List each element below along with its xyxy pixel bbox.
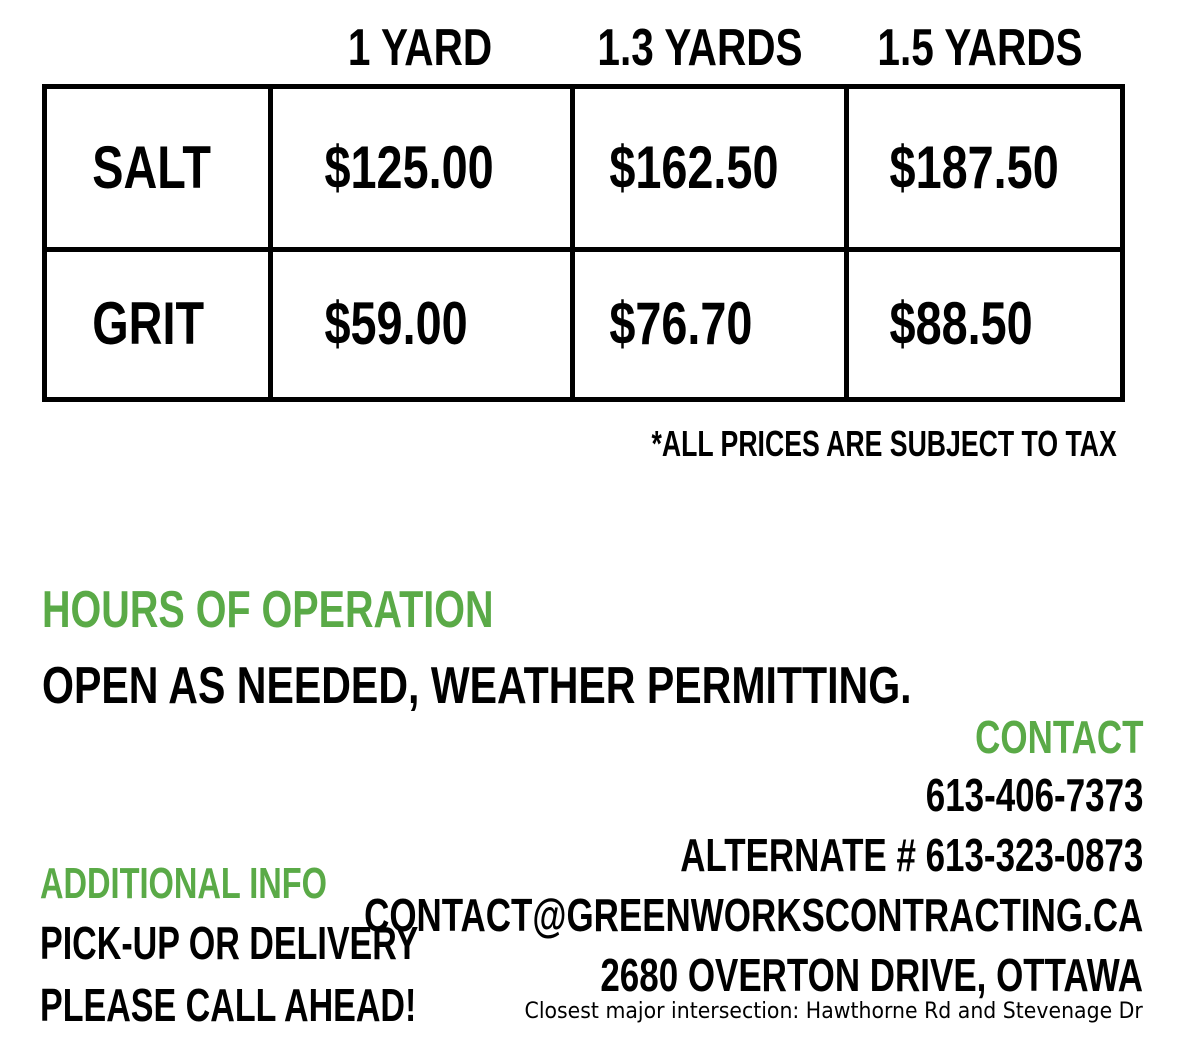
additional-info-line-2: PLEASE CALL AHEAD! bbox=[40, 979, 417, 1031]
price-value: $59.00 bbox=[324, 290, 468, 358]
hours-text: OPEN AS NEEDED, WEATHER PERMITTING. bbox=[42, 657, 912, 715]
price-cell bbox=[847, 249, 1123, 399]
row-label: GRIT bbox=[92, 290, 205, 358]
price-cell bbox=[271, 87, 573, 250]
additional-info-line-1: PICK-UP OR DELIVERY bbox=[40, 917, 419, 969]
contact-email[interactable]: CONTACT@GREENWORKSCONTRACTING.CA bbox=[363, 889, 1143, 941]
price-cell bbox=[847, 87, 1123, 250]
column-header-1-5-yards: 1.5 YARDS bbox=[877, 19, 1083, 77]
additional-info-title: ADDITIONAL INFO bbox=[40, 859, 328, 908]
tax-note: *ALL PRICES ARE SUBJECT TO TAX bbox=[651, 423, 1117, 464]
table-row-grit bbox=[45, 249, 1123, 399]
price-table bbox=[42, 84, 1125, 402]
contact-phone[interactable]: 613-406-7373 bbox=[925, 769, 1143, 821]
price-value: $162.50 bbox=[609, 133, 779, 201]
closest-intersection: Closest major intersection: Hawthorne Rd and Stevenage Dr bbox=[524, 999, 1143, 1024]
row-label-cell bbox=[45, 249, 271, 399]
price-cell bbox=[573, 249, 847, 399]
row-label-cell bbox=[45, 87, 271, 250]
price-value: $88.50 bbox=[889, 290, 1033, 358]
column-header-1-yard: 1 YARD bbox=[347, 19, 493, 77]
table-row-salt bbox=[45, 87, 1123, 250]
price-value: $125.00 bbox=[324, 133, 494, 201]
row-label: SALT bbox=[92, 133, 211, 201]
hours-title: HOURS OF OPERATION bbox=[42, 581, 494, 639]
price-value: $76.70 bbox=[609, 290, 753, 358]
column-header-1-3-yards: 1.3 YARDS bbox=[597, 19, 803, 77]
price-cell bbox=[573, 87, 847, 250]
contact-title: CONTACT bbox=[974, 711, 1143, 763]
price-cell bbox=[271, 249, 573, 399]
contact-address: 2680 OVERTON DRIVE, OTTAWA bbox=[600, 949, 1143, 1001]
contact-alternate-phone[interactable]: ALTERNATE # 613-323-0873 bbox=[679, 829, 1143, 881]
price-value: $187.50 bbox=[889, 133, 1059, 201]
